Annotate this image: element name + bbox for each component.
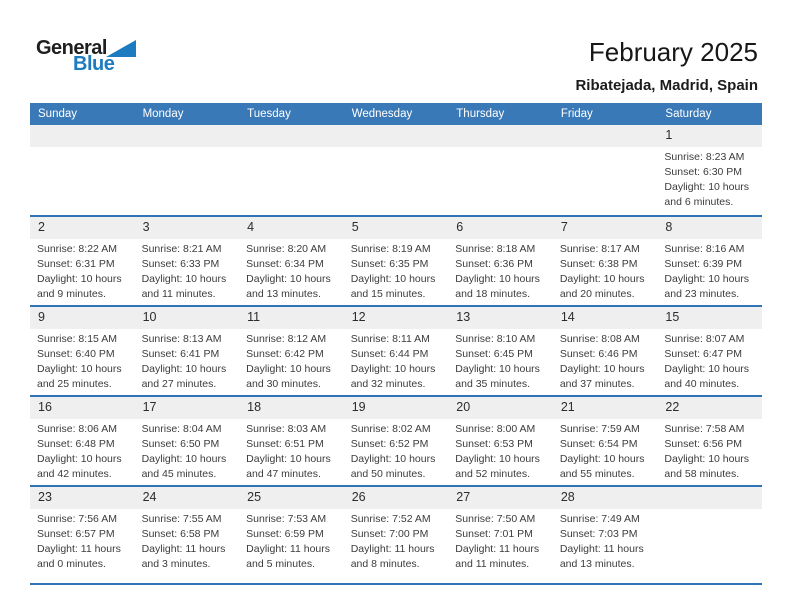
day-cell — [135, 239, 240, 302]
day-number: 8 — [665, 220, 673, 234]
calendar-table — [30, 103, 762, 585]
week-row — [30, 395, 762, 485]
day-cell — [30, 419, 135, 482]
day-info-row — [30, 239, 762, 302]
day-number: 1 — [665, 128, 673, 142]
day-info-line: Sunset: 6:45 PM — [455, 348, 533, 360]
empty-day-cell — [448, 147, 553, 210]
day-number: 6 — [456, 220, 464, 234]
logo-text-blue: Blue — [73, 53, 115, 75]
week-row — [30, 305, 762, 395]
day-number: 17 — [142, 400, 157, 414]
day-info-line: Sunset: 6:46 PM — [559, 348, 638, 360]
day-cell — [30, 509, 135, 572]
day-number: 2 — [38, 220, 45, 234]
day-info-line: Sunrise: 7:59 AM — [559, 423, 640, 435]
day-number-band — [30, 307, 762, 329]
day-info-line: Sunset: 6:41 PM — [141, 348, 220, 360]
day-cell — [344, 239, 449, 302]
day-info-line: Sunrise: 7:50 AM — [455, 513, 536, 525]
day-info-line: Daylight: 10 hours — [664, 181, 750, 193]
day-info-line: Sunrise: 8:00 AM — [455, 423, 536, 435]
empty-day-cell — [553, 147, 658, 210]
day-cell — [553, 509, 658, 572]
day-info-line: Daylight: 10 hours — [246, 273, 331, 285]
empty-day-cell — [657, 487, 762, 509]
day-info-line: Sunset: 6:33 PM — [141, 258, 220, 270]
day-info-line: and 45 minutes. — [141, 468, 217, 480]
empty-day-cell — [135, 147, 240, 210]
day-info-line: Daylight: 10 hours — [664, 273, 750, 285]
day-info-line: Daylight: 10 hours — [141, 273, 227, 285]
empty-day-cell — [239, 147, 344, 210]
day-number-band — [30, 217, 762, 239]
day-info-line: and 18 minutes. — [455, 288, 530, 300]
day-info-line: Sunset: 6:34 PM — [246, 258, 324, 270]
day-info-line: Sunrise: 8:02 AM — [350, 423, 431, 435]
day-info-line: and 20 minutes. — [559, 288, 635, 300]
day-info-row — [30, 419, 762, 482]
day-info-line: Daylight: 10 hours — [664, 363, 750, 375]
day-info-line: Sunrise: 8:11 AM — [350, 333, 430, 345]
day-cell — [239, 239, 344, 302]
day-info-line: Sunset: 7:01 PM — [455, 528, 533, 540]
day-number: 3 — [142, 220, 150, 234]
day-info-line: Daylight: 10 hours — [559, 363, 645, 375]
day-number: 28 — [560, 490, 575, 504]
day-info-line: and 50 minutes. — [350, 468, 426, 480]
day-number: 16 — [38, 400, 52, 414]
day-info-line: Sunset: 6:48 PM — [37, 438, 115, 450]
day-info-line: and 58 minutes. — [664, 468, 740, 480]
day-info-line: Daylight: 10 hours — [37, 273, 122, 285]
weekday-header-monday: Monday — [142, 108, 184, 120]
day-number: 11 — [247, 310, 261, 324]
day-info-line: and 11 minutes. — [455, 558, 530, 570]
day-info-line: Daylight: 10 hours — [559, 453, 645, 465]
week-row — [30, 215, 762, 305]
day-info-line: and 9 minutes. — [37, 288, 106, 300]
day-cell — [344, 329, 449, 392]
day-cell — [344, 419, 449, 482]
day-info-line: Sunset: 6:56 PM — [664, 438, 743, 450]
day-info-line: and 55 minutes. — [559, 468, 635, 480]
day-info-line: Daylight: 10 hours — [141, 453, 227, 465]
day-info-line: Sunrise: 8:21 AM — [141, 243, 222, 255]
day-number: 13 — [456, 310, 471, 324]
day-number: 10 — [142, 310, 157, 324]
day-info-row — [30, 509, 762, 572]
day-info-line: Daylight: 10 hours — [37, 363, 122, 375]
logo-text-general: General — [36, 37, 107, 59]
day-number: 27 — [456, 490, 471, 504]
day-number: 15 — [665, 310, 680, 324]
day-number: 20 — [456, 400, 471, 414]
day-info-row — [30, 329, 762, 392]
day-info-line: Sunrise: 8:07 AM — [664, 333, 745, 345]
day-info-line: Sunrise: 7:49 AM — [559, 513, 640, 525]
day-cell — [239, 419, 344, 482]
day-info-line: and 6 minutes. — [664, 196, 734, 208]
day-info-line: Daylight: 10 hours — [141, 363, 227, 375]
day-cell — [135, 509, 240, 572]
day-info-line: Sunrise: 8:22 AM — [37, 243, 117, 255]
day-info-line: Sunset: 7:00 PM — [350, 528, 429, 540]
day-info-line: Daylight: 10 hours — [350, 273, 436, 285]
day-info-line: Sunset: 6:35 PM — [350, 258, 429, 270]
day-cell — [657, 239, 762, 302]
day-info-line: Sunrise: 7:52 AM — [350, 513, 431, 525]
day-info-line: Sunrise: 7:53 AM — [246, 513, 327, 525]
day-info-line: Sunrise: 8:19 AM — [350, 243, 431, 255]
empty-day-cell — [344, 125, 449, 147]
day-info-line: Sunrise: 8:18 AM — [455, 243, 536, 255]
day-cell — [553, 239, 658, 302]
day-info-line: Sunset: 6:58 PM — [141, 528, 220, 540]
day-cell — [344, 509, 449, 572]
day-info-line: and 52 minutes. — [455, 468, 530, 480]
day-cell — [30, 239, 135, 302]
empty-day-cell — [30, 125, 135, 147]
day-cell — [30, 329, 135, 392]
day-info-line: Sunrise: 8:20 AM — [246, 243, 327, 255]
day-number: 24 — [142, 490, 157, 504]
day-number: 25 — [247, 490, 262, 504]
day-number: 12 — [351, 310, 366, 324]
weekday-header-thursday: Thursday — [456, 108, 505, 120]
day-number: 4 — [247, 220, 255, 234]
day-info-line: and 13 minutes. — [559, 558, 635, 570]
day-info-line: and 32 minutes. — [350, 378, 426, 390]
day-cell — [135, 419, 240, 482]
day-info-line: Sunrise: 8:23 AM — [664, 151, 745, 163]
empty-day-cell — [30, 147, 135, 210]
header-titles — [575, 36, 758, 94]
day-number: 9 — [38, 310, 45, 324]
day-info-line: Sunset: 6:53 PM — [455, 438, 533, 450]
day-info-line: Daylight: 11 hours — [246, 543, 330, 555]
day-info-row — [30, 147, 762, 210]
empty-day-cell — [448, 125, 553, 147]
day-info-line: Sunset: 6:50 PM — [141, 438, 220, 450]
day-info-line: and 40 minutes. — [664, 378, 740, 390]
weekday-header-saturday: Saturday — [665, 108, 712, 120]
day-info-line: Daylight: 11 hours — [37, 543, 121, 555]
day-info-line: and 3 minutes. — [141, 558, 211, 570]
day-info-line: Sunrise: 8:06 AM — [37, 423, 117, 435]
day-info-line: and 13 minutes. — [246, 288, 321, 300]
day-info-line: Sunrise: 8:03 AM — [246, 423, 327, 435]
day-cell — [448, 419, 553, 482]
day-info-line: Sunset: 6:51 PM — [246, 438, 324, 450]
day-info-line: Sunset: 6:31 PM — [37, 258, 115, 270]
empty-day-cell — [553, 125, 658, 147]
general-blue-logo — [36, 38, 136, 73]
day-info-line: and 35 minutes. — [455, 378, 530, 390]
empty-day-cell — [344, 147, 449, 210]
weekday-header-friday: Friday — [560, 108, 593, 120]
day-info-line: Sunset: 6:47 PM — [664, 348, 743, 360]
day-cell — [239, 509, 344, 572]
day-info-line: Daylight: 10 hours — [350, 363, 436, 375]
day-info-line: Daylight: 10 hours — [455, 363, 540, 375]
day-info-line: Sunrise: 8:15 AM — [37, 333, 117, 345]
day-info-line: Sunset: 6:42 PM — [246, 348, 324, 360]
day-info-line: Sunrise: 8:12 AM — [246, 333, 327, 345]
day-cell — [657, 419, 762, 482]
day-info-line: Daylight: 10 hours — [559, 273, 645, 285]
day-info-line: Sunrise: 7:56 AM — [37, 513, 117, 525]
day-info-line: Sunrise: 8:04 AM — [141, 423, 222, 435]
day-number: 14 — [560, 310, 575, 324]
day-number: 18 — [247, 400, 262, 414]
day-info-line: and 30 minutes. — [246, 378, 321, 390]
day-info-line: Sunset: 6:52 PM — [350, 438, 429, 450]
day-number: 19 — [351, 400, 366, 414]
day-number: 7 — [560, 220, 568, 234]
day-info-line: Sunrise: 8:10 AM — [455, 333, 536, 345]
day-cell — [448, 329, 553, 392]
day-cell — [657, 147, 762, 210]
day-info-line: Sunset: 6:39 PM — [664, 258, 743, 270]
day-info-line: Daylight: 10 hours — [246, 453, 331, 465]
day-info-line: and 37 minutes. — [559, 378, 635, 390]
day-number: 5 — [351, 220, 359, 234]
day-info-line: Daylight: 10 hours — [246, 363, 331, 375]
day-number-band — [30, 125, 762, 147]
day-info-line: Daylight: 11 hours — [141, 543, 226, 555]
day-info-line: Daylight: 11 hours — [455, 543, 540, 555]
day-info-line: Sunset: 6:54 PM — [559, 438, 638, 450]
day-info-line: and 42 minutes. — [37, 468, 112, 480]
day-cell — [448, 239, 553, 302]
page-subtitle: Ribatejada, Madrid, Spain — [575, 77, 758, 94]
day-info-line: Daylight: 10 hours — [37, 453, 122, 465]
day-cell — [657, 329, 762, 392]
day-info-line: Sunrise: 7:58 AM — [664, 423, 745, 435]
day-info-line: Sunset: 6:40 PM — [37, 348, 115, 360]
day-number: 23 — [38, 490, 52, 504]
day-info-line: Sunrise: 8:16 AM — [664, 243, 745, 255]
weekday-header-wednesday: Wednesday — [351, 108, 413, 120]
weekday-header-row — [30, 103, 762, 125]
weekday-header-sunday: Sunday — [38, 108, 78, 120]
weekday-header-tuesday: Tuesday — [247, 108, 291, 120]
day-number: 21 — [560, 400, 575, 414]
day-info-line: Daylight: 11 hours — [350, 543, 435, 555]
day-info-line: Daylight: 10 hours — [350, 453, 436, 465]
day-info-line: and 27 minutes. — [141, 378, 217, 390]
week-row — [30, 125, 762, 215]
day-info-line: Sunset: 7:03 PM — [559, 528, 638, 540]
day-info-line: Daylight: 10 hours — [664, 453, 750, 465]
empty-day-cell — [135, 125, 240, 147]
day-info-line: and 0 minutes. — [37, 558, 106, 570]
day-cell — [448, 509, 553, 572]
day-info-line: Sunset: 6:44 PM — [350, 348, 429, 360]
empty-day-cell — [657, 509, 762, 572]
empty-day-cell — [239, 125, 344, 147]
day-cell — [553, 419, 658, 482]
day-info-line: and 15 minutes. — [350, 288, 426, 300]
day-number-band — [30, 397, 762, 419]
day-info-line: and 8 minutes. — [350, 558, 420, 570]
day-info-line: Sunrise: 8:17 AM — [559, 243, 640, 255]
day-info-line: Sunset: 6:57 PM — [37, 528, 115, 540]
day-info-line: Daylight: 10 hours — [455, 273, 540, 285]
day-cell — [239, 329, 344, 392]
day-info-line: and 25 minutes. — [37, 378, 112, 390]
day-number-band — [30, 487, 762, 509]
day-cell — [553, 329, 658, 392]
day-info-line: and 11 minutes. — [141, 288, 216, 300]
day-info-line: Sunrise: 7:55 AM — [141, 513, 222, 525]
calendar-body — [30, 125, 762, 585]
day-info-line: Sunset: 6:59 PM — [246, 528, 324, 540]
day-info-line: Sunset: 6:38 PM — [559, 258, 638, 270]
day-info-line: Sunset: 6:30 PM — [664, 166, 743, 178]
day-info-line: Daylight: 11 hours — [559, 543, 644, 555]
day-info-line: Sunset: 6:36 PM — [455, 258, 533, 270]
day-number: 26 — [351, 490, 366, 504]
day-info-line: and 47 minutes. — [246, 468, 321, 480]
day-info-line: Sunrise: 8:13 AM — [141, 333, 222, 345]
day-cell — [135, 329, 240, 392]
page-title: February 2025 — [588, 37, 758, 67]
week-row — [30, 485, 762, 585]
day-number: 22 — [665, 400, 680, 414]
day-info-line: and 5 minutes. — [246, 558, 316, 570]
day-info-line: and 23 minutes. — [664, 288, 740, 300]
day-info-line: Sunrise: 8:08 AM — [559, 333, 640, 345]
day-info-line: Daylight: 10 hours — [455, 453, 540, 465]
